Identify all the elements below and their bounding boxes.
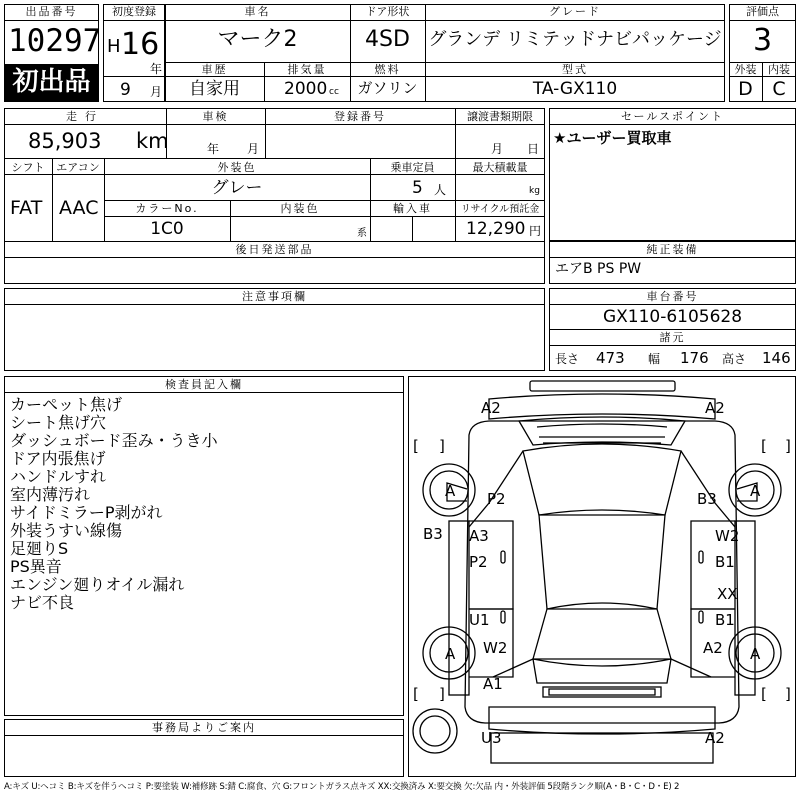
bracket-left-rear: [ <box>413 685 419 703</box>
inspection-month-unit: 月 <box>247 142 260 156</box>
interior-label: 内装 <box>768 63 790 76</box>
mark-rear-door-right-top: XX <box>717 585 738 603</box>
note-line: ナビ不良 <box>10 593 75 612</box>
fuel-label: 燃料 <box>374 63 401 76</box>
genuine-equipment: エアB PS PW <box>555 261 642 277</box>
mark-rear-door-right-bottom: B1 <box>715 611 735 629</box>
fuel: ガソリン <box>357 79 418 97</box>
displacement-unit: cc <box>329 87 339 97</box>
car-name-label: 車名 <box>244 5 271 18</box>
caution-label: 注意事項欄 <box>242 290 307 303</box>
note-line: PS異音 <box>10 557 62 576</box>
capacity-label: 乗車定員 <box>390 161 435 174</box>
model: TA-GX110 <box>532 79 618 99</box>
mark-front-left: A2 <box>481 399 501 417</box>
mark-rear-left: A1 <box>483 675 503 693</box>
mark-front-right: A2 <box>705 399 725 417</box>
mark-tire-rr: A <box>750 645 761 663</box>
note-line: 室内薄汚れ <box>10 485 91 504</box>
mark-front-door-right-bottom: B1 <box>715 553 735 571</box>
damage-diagram <box>409 377 795 776</box>
shift-label: シフト <box>11 161 45 174</box>
note-line: ハンドルすれ <box>10 467 107 486</box>
note-line: サイドミラーP剥がれ <box>10 503 163 522</box>
grade: グランデ リミテッドナビパッケージ <box>428 29 722 50</box>
door-type-label: ドア形状 <box>365 5 410 18</box>
note-line: シート焦げ穴 <box>10 413 107 432</box>
bracket-right-rear-close: ] <box>785 685 791 703</box>
displacement: 2000 <box>284 79 328 99</box>
bracket-left-front: [ <box>413 437 419 455</box>
exterior-label: 外装 <box>734 63 757 76</box>
month-unit: 月 <box>150 85 163 99</box>
exterior-grade: D <box>738 78 753 100</box>
reg-no-label: 登録番号 <box>334 110 386 123</box>
model-label: 型式 <box>562 63 588 76</box>
chassis-no: GX110-6105628 <box>602 307 743 327</box>
reg-month: 9 <box>120 80 131 100</box>
max-load-unit: kg <box>529 186 540 196</box>
mark-rear-door-left: U1 <box>469 611 490 629</box>
capacity: 5 <box>412 178 423 198</box>
transfer-docs-label: 譲渡書類期限 <box>467 110 533 123</box>
import-label: 輸入車 <box>393 202 432 215</box>
sales-point-box <box>549 108 796 241</box>
recycle-unit: 円 <box>529 224 542 238</box>
interior-grade: C <box>772 78 786 100</box>
listing-no: 10297 <box>8 23 102 59</box>
length: 473 <box>596 349 625 367</box>
chassis-no-label: 車台番号 <box>646 290 699 303</box>
mark-rear-fender-left: W2 <box>483 639 508 657</box>
int-color-label: 内装色 <box>280 202 320 215</box>
bracket-right-front-close: ] <box>785 437 791 455</box>
mark-rear-bumper-left: U3 <box>481 729 502 747</box>
sales-point-label: セールスポイント <box>620 110 724 123</box>
length-label: 長さ <box>555 352 580 366</box>
mark-tire-fr: A <box>750 482 761 500</box>
inspector-notes-label: 検査員記入欄 <box>165 378 243 391</box>
displacement-label: 排気量 <box>287 63 327 76</box>
int-color-unit: 系 <box>357 228 367 239</box>
history: 自家用 <box>189 79 240 99</box>
bracket-left-rear-close: ] <box>439 685 445 703</box>
aircon: AAC <box>59 197 99 219</box>
era: H <box>107 36 121 57</box>
mark-front-door-right-top: W2 <box>715 527 740 545</box>
listing-no-label: 出品番号 <box>25 5 78 18</box>
aircon-label: エアコン <box>56 161 100 174</box>
mark-fender-left: P2 <box>487 490 506 508</box>
note-line: エンジン廻りオイル漏れ <box>10 575 185 594</box>
door-type: 4SD <box>365 27 410 52</box>
mark-rear-bumper-right: A2 <box>705 729 725 747</box>
mark-front-door-left-top: A3 <box>469 527 489 545</box>
recycle: 12,290 <box>466 219 526 239</box>
sales-point: ★ユーザー買取車 <box>553 129 672 147</box>
bracket-right-front: [ <box>761 437 767 455</box>
mileage-label: 走行 <box>66 110 104 123</box>
mileage: 85,903 <box>28 129 102 153</box>
mark-front-door-left-bottom: P2 <box>469 553 488 571</box>
width: 176 <box>680 349 709 367</box>
office-notice-label: 事務局よりご案内 <box>152 721 256 734</box>
mark-tire-fl: A <box>445 482 456 500</box>
mark-fender-right: B3 <box>697 490 717 508</box>
bracket-left-front-close: ] <box>439 437 445 455</box>
mark-rear-fender-right: A2 <box>703 639 723 657</box>
ext-color: グレー <box>211 178 263 198</box>
note-line: 足廻りS <box>10 539 69 558</box>
first-listing-text: 初出品 <box>12 67 91 97</box>
score: 3 <box>752 23 773 58</box>
ext-color-label: 外装色 <box>217 161 257 174</box>
note-line: カーペット焦げ <box>10 395 123 414</box>
inspection-year-unit: 年 <box>207 142 220 156</box>
later-parts-label: 後日発送部品 <box>235 243 314 256</box>
transfer-month-unit: 月 <box>491 142 504 156</box>
history-label: 車歴 <box>201 63 228 76</box>
dimensions-label: 諸元 <box>659 331 686 344</box>
mileage-unit: km <box>136 129 169 153</box>
shift: FAT <box>10 197 43 219</box>
score-label: 評価点 <box>746 5 779 18</box>
mark-sill-left: B3 <box>423 525 443 543</box>
first-reg-label: 初度登録 <box>112 5 156 18</box>
capacity-unit: 人 <box>434 183 447 197</box>
legend: A:キズ U:ヘコミ B:キズを伴うヘコミ P:要塗装 W:補修跡 S:錆 C:腐食、穴 G:フロントガラス点キズ XX:交換済み X:要交換 欠:欠品 内・外装評価 5段階ランク順(A・B・C・D・E) 2 <box>4 782 680 792</box>
note-line: ドア内張焦げ <box>10 449 106 468</box>
car-name: マーク2 <box>217 27 298 52</box>
color-no-label: カラーNo. <box>135 202 199 215</box>
bracket-right-rear: [ <box>761 685 767 703</box>
year-unit: 年 <box>150 62 163 76</box>
genuine-equipment-label: 純正装備 <box>646 243 699 256</box>
transfer-day-unit: 日 <box>527 142 540 156</box>
mark-tire-rl: A <box>445 645 456 663</box>
height: 146 <box>762 349 791 367</box>
color-no: 1C0 <box>150 219 184 239</box>
max-load-label: 最大積載量 <box>472 161 528 174</box>
note-line: 外装うすい線傷 <box>10 521 123 540</box>
recycle-label: リサイクル預託金 <box>460 204 540 215</box>
note-line: ダッシュボード歪み・うき小 <box>10 431 218 450</box>
height-label: 高さ <box>722 352 747 366</box>
width-label: 幅 <box>648 352 661 366</box>
inspector-notes-list <box>10 396 218 612</box>
reg-year: 16 <box>121 27 160 62</box>
inspection-label: 車検 <box>202 110 229 123</box>
grade-label: グレード <box>549 5 601 18</box>
